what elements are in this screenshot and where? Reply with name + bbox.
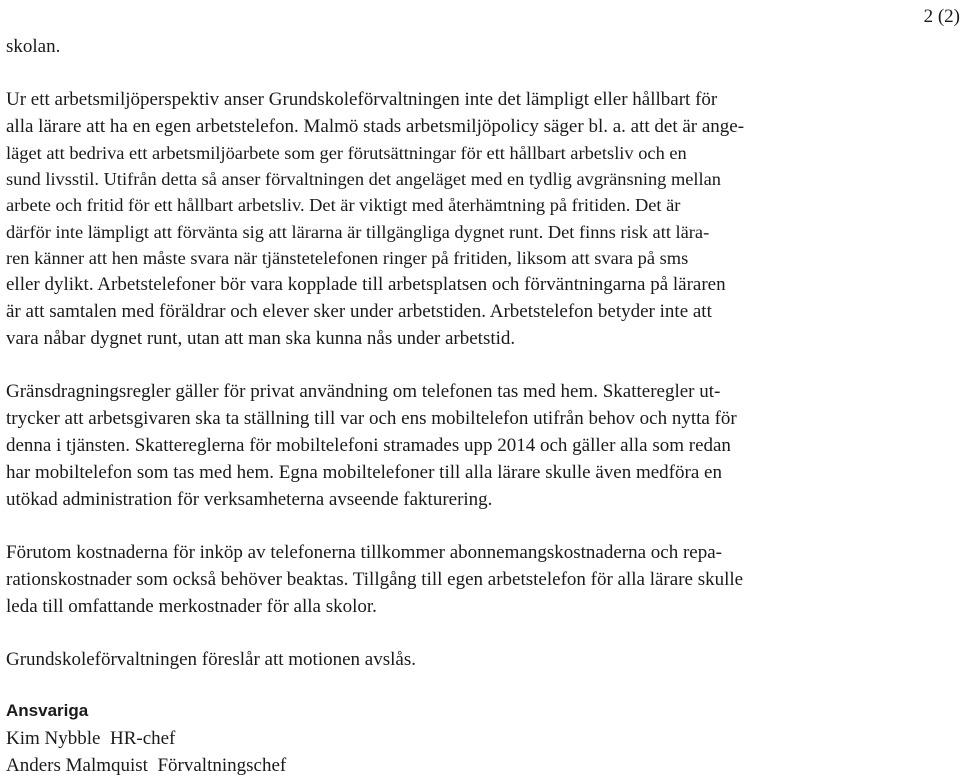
paragraph-3 [6, 378, 874, 513]
text-line: denna i tjänsten. Skattereglerna för mobiltelefoni stramades upp 2014 och gäller alla som redan [6, 435, 731, 457]
text-line: har mobiltelefon som tas med hem. Egna mobiltelefoner till alla lärare skulle även medföra en [6, 462, 722, 484]
text-line: därför inte lämpligt att förvänta sig att lärarna är tillgängliga dygnet runt. Det finns risk att lära- [6, 221, 710, 242]
paragraph-1 [6, 33, 874, 60]
responsible-section [6, 699, 874, 779]
paragraph-4 [6, 539, 874, 620]
text-line: arbete och fritid för ett hållbart arbetsliv. Det är viktigt med återhämtning på fritiden. Det är [6, 195, 681, 216]
text-line: vara nåbar dygnet runt, utan att man ska kunna nås under arbetstid. [6, 328, 516, 350]
text-line: sund livsstil. Utifrån detta så anser förvaltningen det angeläget med en tydlig avgränsning mellan [6, 169, 721, 190]
text-line: rationskostnader som också behöver beaktas. Tillgång till egen arbetstelefon för alla lärare skulle [6, 569, 744, 591]
text-line: Grundskoleförvaltningen föreslår att motionen avslås. [6, 649, 416, 671]
person-role: Förvaltningschef [157, 755, 287, 777]
text-line: alla lärare att ha en egen arbetstelefon. Malmö stads arbetsmiljöpolicy säger bl. a. att det är ange- [6, 116, 745, 137]
text-line: Gränsdragningsregler gäller för privat användning om telefonen tas med hem. Skatteregler ut- [6, 381, 721, 403]
paragraph-2 [6, 86, 874, 352]
document-body [6, 33, 874, 779]
page-number: 2 (2) [923, 6, 960, 27]
text-line: Förutom kostnaderna för inköp av telefonerna tillkommer abonnemangskostnaderna och repa- [6, 542, 722, 564]
text-line: utökad administration för verksamheterna avseende fakturering. [6, 489, 493, 511]
person-name: Kim Nybble [6, 728, 101, 750]
text-line: ren känner att hen måste svara när tjänstetelefonen ringer på fritiden, liksom att svara på sms [6, 247, 689, 268]
text-line: trycker att arbetsgivaren ska ta ställning till var och ens mobiltelefon utifrån behov och nytta för [6, 408, 737, 430]
signature-line [6, 725, 874, 752]
text-line: läget att bedriva ett arbetsmiljöarbete som ger förutsättningar för ett hållbart arbetsliv och en [6, 143, 687, 163]
responsible-heading: Ansvariga [6, 701, 89, 721]
person-name: Anders Malmquist [6, 755, 148, 777]
text-line: Ur ett arbetsmiljöperspektiv anser Grundskoleförvaltningen inte det lämpligt eller hållbart för [6, 89, 718, 110]
person-role: HR-chef [109, 728, 176, 750]
text-line: eller dylikt. Arbetstelefoner bör vara kopplade till arbetsplatsen och förväntningarna på läraren [6, 274, 726, 296]
paragraph-5 [6, 646, 874, 673]
text-line: skolan. [6, 36, 61, 57]
signature-line [6, 752, 874, 779]
text-line: leda till omfattande merkostnader för alla skolor. [6, 596, 377, 618]
text-line: är att samtalen med föräldrar och elever sker under arbetstiden. Arbetstelefon betyder inte att [6, 301, 712, 323]
